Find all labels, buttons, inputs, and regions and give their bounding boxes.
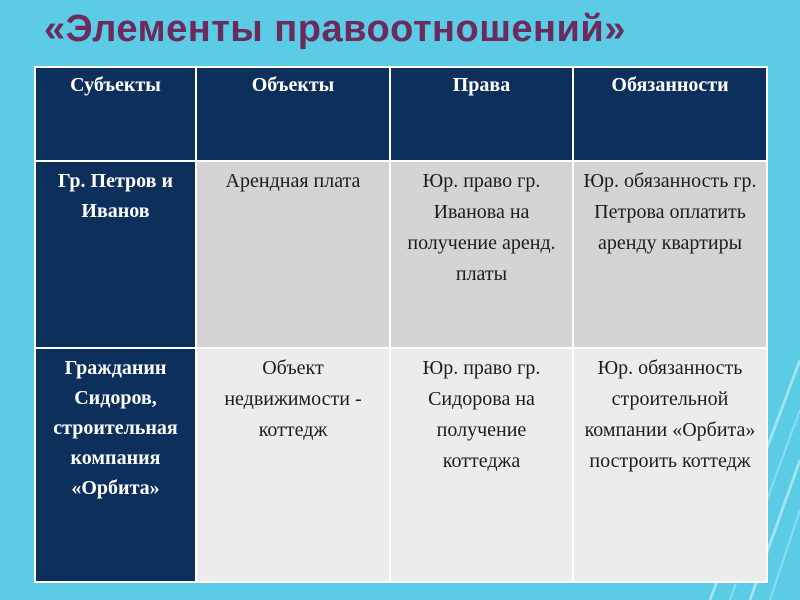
duty-cell: Юр. обязанность строительной компании «Орбита» построить коттедж (573, 348, 767, 582)
header-rights: Права (390, 67, 573, 161)
right-cell: Юр. право гр. Сидорова на получение коттеджа (390, 348, 573, 582)
header-duties: Обязанности (573, 67, 767, 161)
table-row (35, 161, 767, 348)
header-objects: Объекты (196, 67, 390, 161)
subject-cell: Гражданин Сидоров, строительная компания «Орбита» (35, 348, 196, 582)
table-row (35, 348, 767, 582)
subject-cell: Гр. Петров и Иванов (35, 161, 196, 348)
right-cell: Юр. право гр. Иванова на получение аренд. платы (390, 161, 573, 348)
legal-relations-table (34, 66, 768, 583)
page-title: «Элементы правоотношений» (44, 8, 626, 50)
table-header-row (35, 67, 767, 161)
duty-cell: Юр. обязанность гр. Петрова оплатить аренду квартиры (573, 161, 767, 348)
object-cell: Арендная плата (196, 161, 390, 348)
header-subjects: Субъекты (35, 67, 196, 161)
object-cell: Объект недвижимости - коттедж (196, 348, 390, 582)
